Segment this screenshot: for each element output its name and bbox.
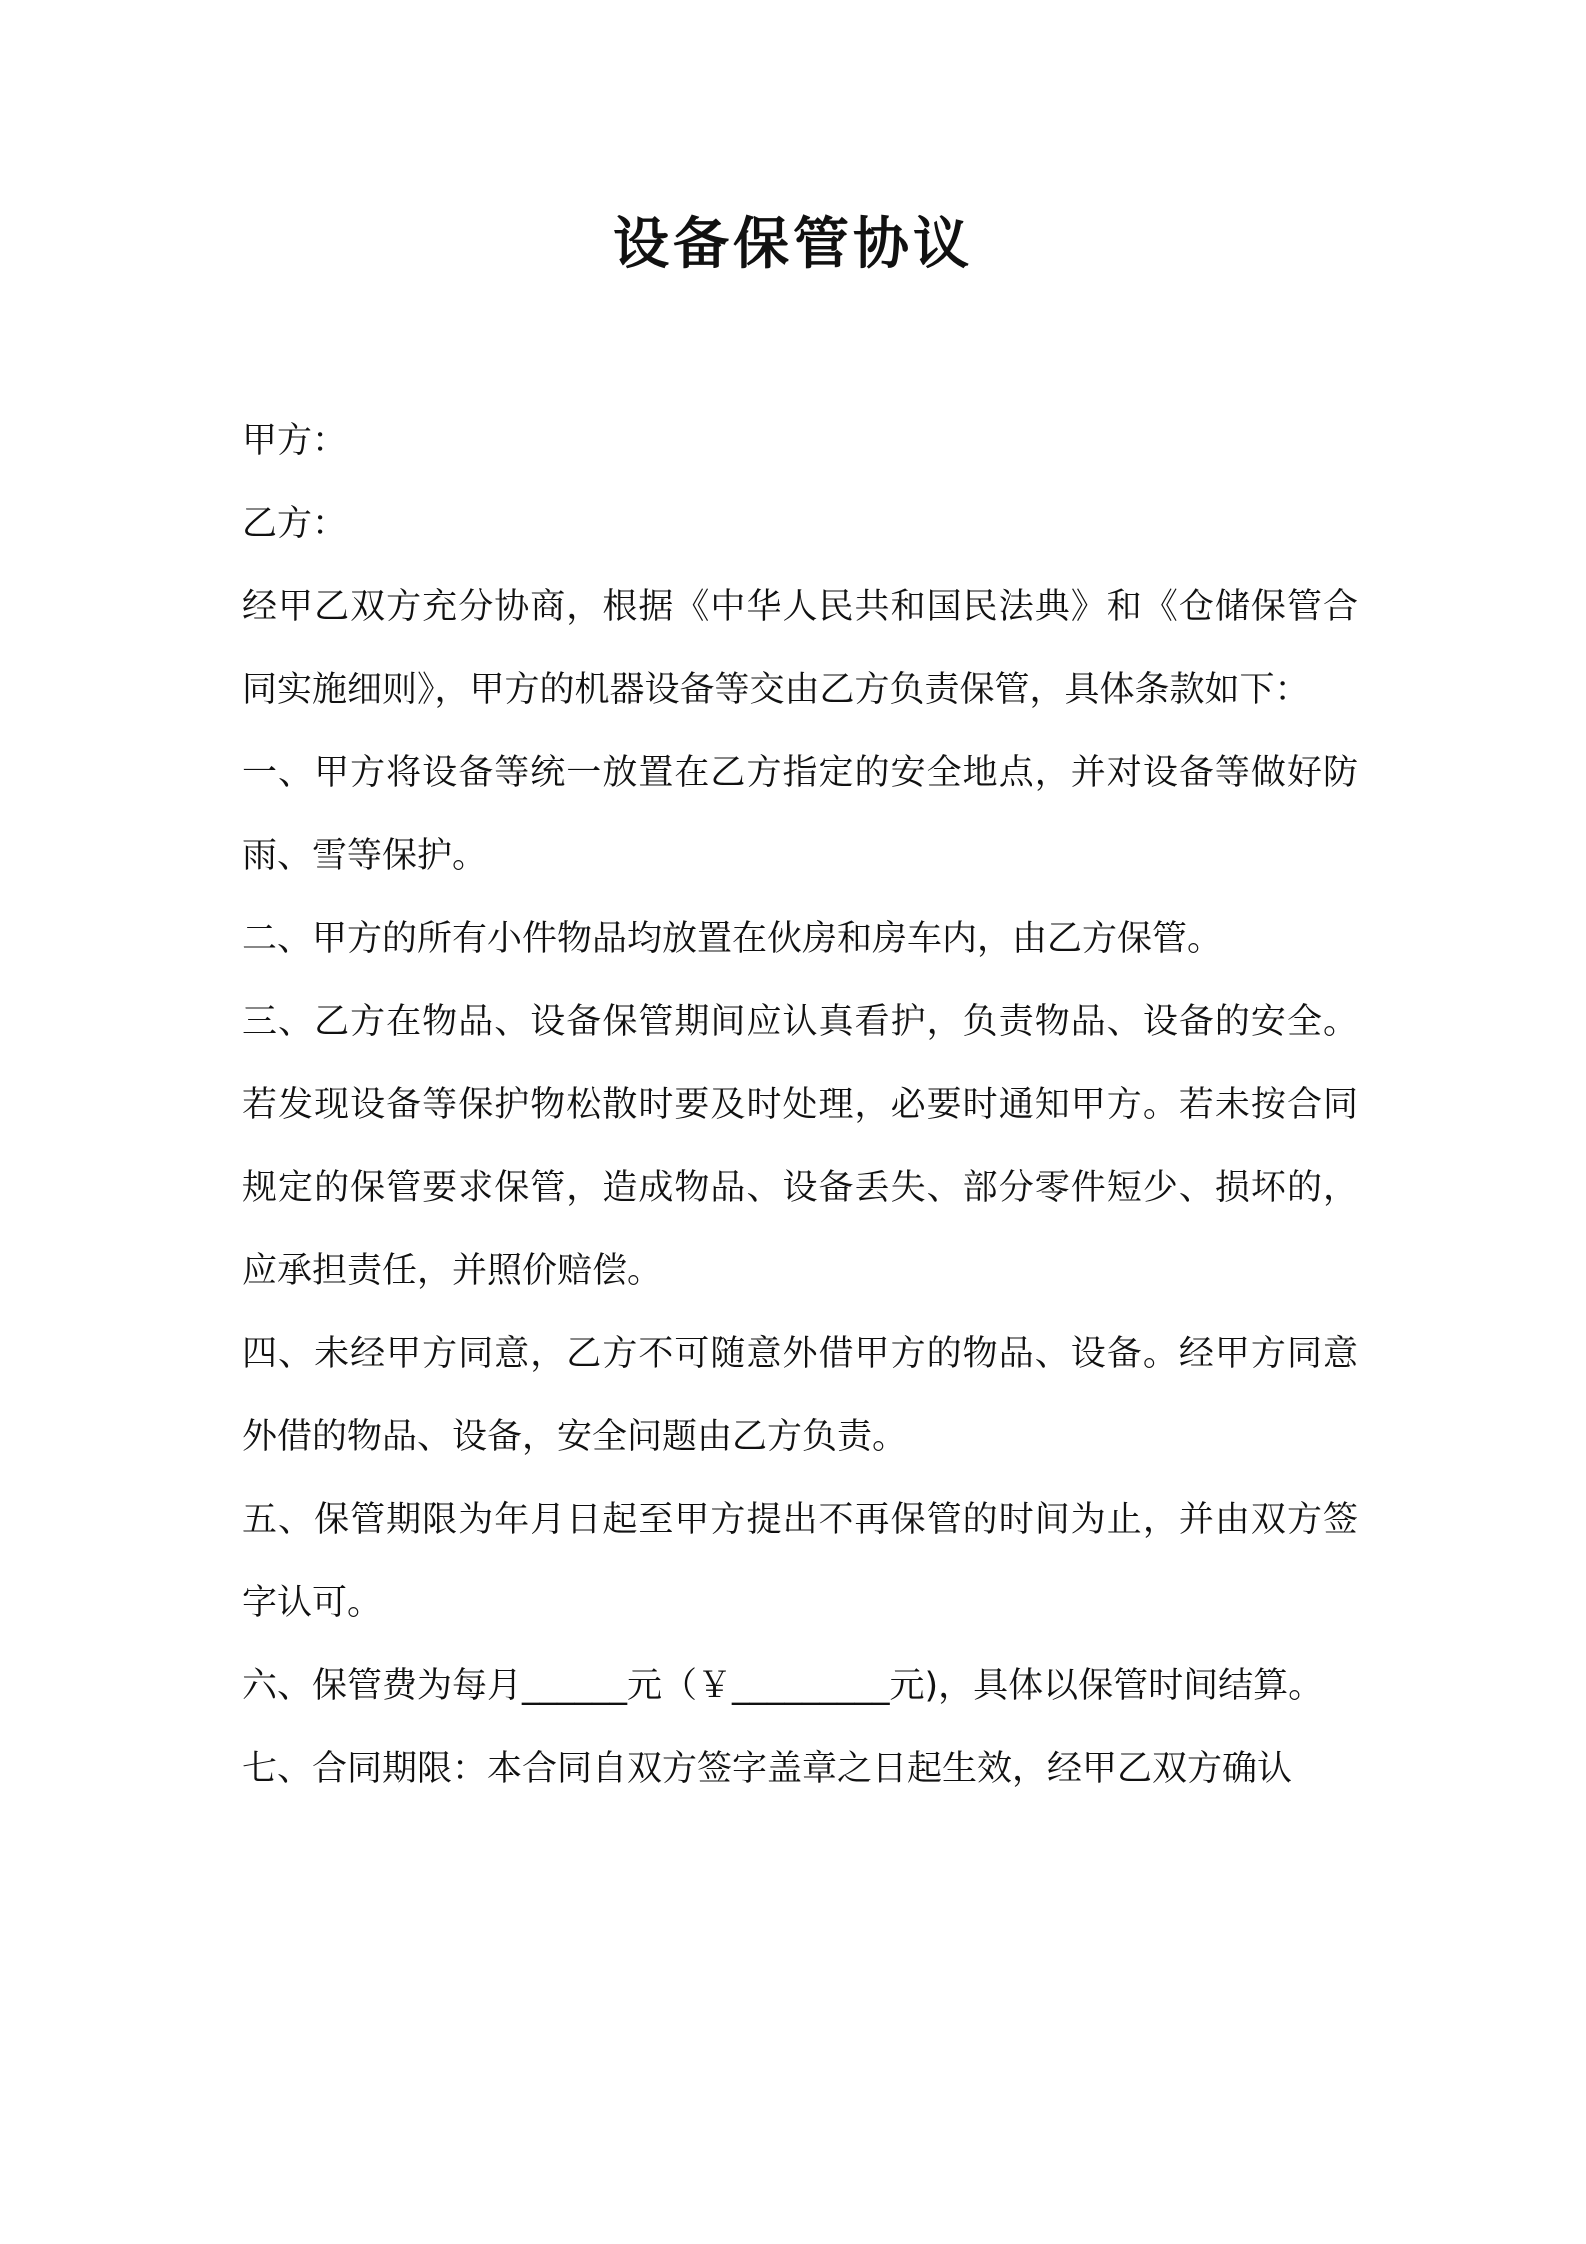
party-b-line: 乙方： (242, 504, 348, 544)
clause-4: 四、未经甲方同意，乙方不可随意外借甲方的物品、设备。经甲方同意外借的物品、设备，安全问题由乙方负责。 (242, 1334, 1358, 1457)
clause-3: 三、乙方在物品、设备保管期间应认真看护，负责物品、设备的安全。若发现设备等保护物松散时要及时处理，必要时通知甲方。若未按合同规定的保管要求保管，造成物品、设备丢失、部分零件短少、损坏的，应承担责任，并照价赔偿。 (242, 1002, 1358, 1291)
clause-6: 六、保管费为每月______元（￥_________元)，具体以保管时间结算。 (242, 1666, 1324, 1706)
clause-1: 一、甲方将设备等统一放置在乙方指定的安全地点，并对设备等做好防雨、雪等保护。 (242, 753, 1358, 876)
clause-7: 七、合同期限：本合同自双方签字盖章之日起生效，经甲乙双方确认 (242, 1749, 1293, 1789)
document-title: 设备保管协议 (613, 212, 973, 277)
party-a-line: 甲方： (242, 421, 348, 461)
clause-2: 二、甲方的所有小件物品均放置在伙房和房车内，由乙方保管。 (242, 919, 1223, 959)
clause-5: 五、保管期限为年月日起至甲方提出不再保管的时间为止，并由双方签字认可。 (242, 1500, 1358, 1623)
document-body (242, 400, 1358, 1811)
intro-paragraph: 经甲乙双方充分协商，根据《中华人民共和国民法典》和《仓储保管合同实施细则》，甲方的机器设备等交由乙方负责保管，具体条款如下： (242, 587, 1358, 710)
